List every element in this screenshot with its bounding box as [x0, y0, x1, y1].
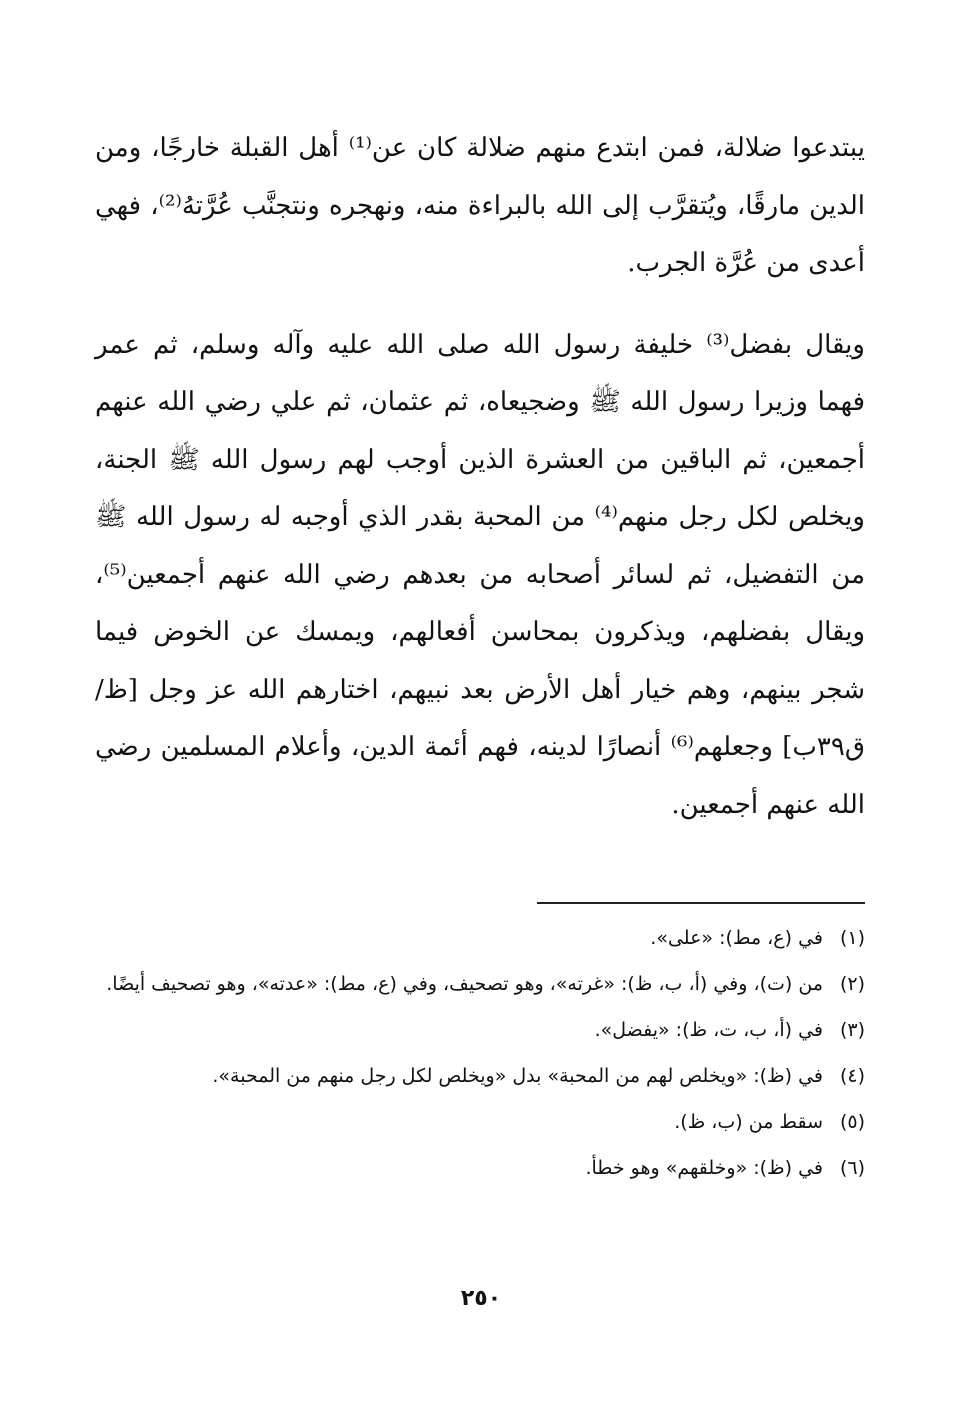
footnote-item [85, 1150, 865, 1186]
footnotes [85, 920, 865, 1196]
page-number: ٢٥٠ [460, 1286, 502, 1311]
footnote-number: (٦) [839, 1157, 865, 1179]
footnote-item [85, 1058, 865, 1094]
footnote-separator [537, 902, 865, 904]
footnote-text: من (ت)، وفي (أ، ب، ظ): «غرته»، وهو تصحيف، وفي (ع، مط): «عدته»، وهو تصحيف أيضًا. [106, 973, 823, 995]
footnote-item [85, 920, 865, 956]
paragraph-1: يبتدعوا ضلالة، فمن ابتدع منهم ضلالة كان عن⁽¹⁾ أهل القبلة خارجًا، ومن الدين مارقًا، ويُتقرَّب إلى الله بالبراءة منه، ونهجره ونتجنَّب عُرَّتهُ⁽²⁾، فهي أعدى من عُرَّة الجرب. [95, 133, 865, 278]
footnote-item [85, 966, 865, 1002]
paragraph-2: ويقال بفضل⁽³⁾ خليفة رسول الله صلى الله عليه وآله وسلم، ثم عمر فهما وزيرا رسول الله ﷺ وضجيعاه، ثم عثمان، ثم علي رضي الله عنهم أجمعين، ثم الباقين من العشرة الذين أوجب لهم رسول الله ﷺ الجنة، ويخلص لكل رجل منهم⁽⁴⁾ من المحبة بقدر الذي أوجبه له رسول الله ﷺ من التفضيل، ثم لسائر أصحابه من بعدهم رضي الله عنهم أجمعين⁽⁵⁾، ويقال بفضلهم، ويذكرون بمحاسن أفعالهم، ويمسك عن الخوض فيما شجر بينهم، وهم خيار أهل الأرض بعد نبيهم، اختارهم الله عز وجل [ظ/ق٣٩ب] وجعلهم⁽⁶⁾ أنصارًا لدينه، فهم أئمة الدين، وأعلام المسلمين رضي الله عنهم أجمعين. [95, 329, 865, 820]
footnote-number: (١) [839, 927, 865, 949]
footnote-item [85, 1012, 865, 1048]
footnote-text: سقط من (ب، ظ). [674, 1111, 823, 1133]
footnote-text: في (ظ): «وخلقهم» وهو خطأ. [585, 1157, 823, 1179]
main-text [95, 120, 865, 834]
footnote-number: (٣) [839, 1019, 865, 1041]
footnote-number: (٥) [839, 1111, 865, 1133]
footnote-number: (٤) [839, 1065, 865, 1087]
footnote-number: (٢) [839, 973, 865, 995]
footnote-text: في (ع، مط): «على». [650, 927, 823, 949]
footnote-text: في (أ، ب، ت، ظ): «يفضل». [594, 1019, 823, 1041]
footnote-item [85, 1104, 865, 1140]
footnote-text: في (ظ): «ويخلص لهم من المحبة» بدل «ويخلص لكل رجل منهم من المحبة». [212, 1065, 823, 1087]
